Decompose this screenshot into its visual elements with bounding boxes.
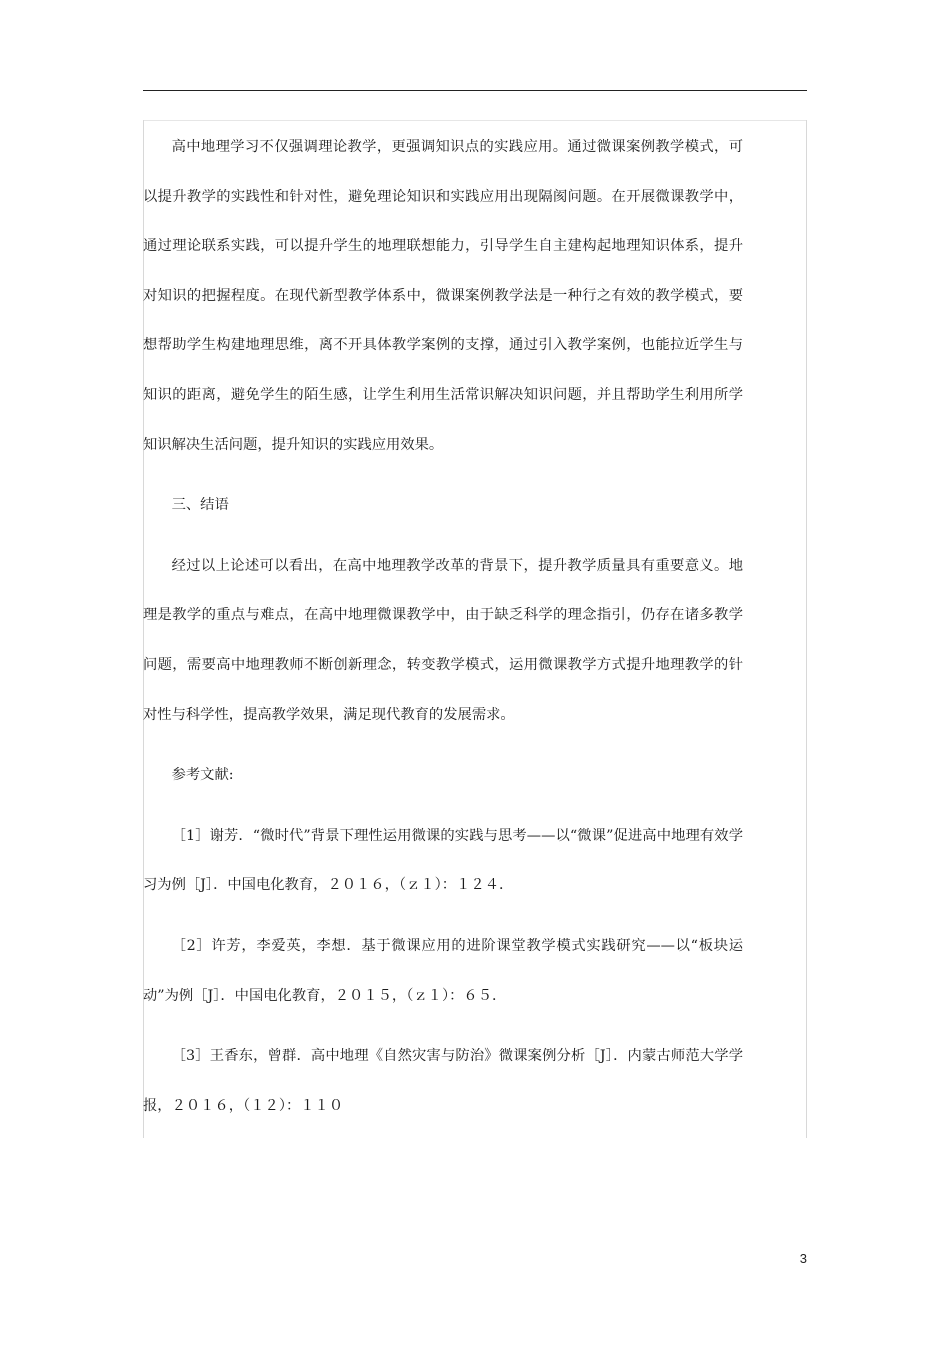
content-frame-top	[143, 120, 806, 121]
body-paragraph: 高中地理学习不仅强调理论教学，更强调知识点的实践应用。通过微课案例教学模式，可以提升教学的实践性和针对性，避免理论知识和实践应用出现隔阂问题。在开展微课教学中，通过理论联系实践，可以提升学生的地理联想能力，引导学生自主建构起地理知识体系，提升对知识的把握程度。在现代新型教学体系中，微课案例教学法是一种行之有效的教学模式，要想帮助学生构建地理思维，离不开具体教学案例的支撑，通过引入教学案例，也能拉近学生与知识的距离，避免学生的陌生感，让学生利用生活常识解决知识问题，并且帮助学生利用所学知识解决生活问题，提升知识的实践应用效果。	[143, 139, 743, 453]
conclusion-paragraph: 经过以上论述可以看出，在高中地理教学改革的背景下，提升教学质量具有重要意义。地理是教学的重点与难点，在高中地理微课教学中，由于缺乏科学的理念指引，仍存在诸多教学问题，需要高中地理教师不断创新理念，转变教学模式，运用微课教学方式提升地理教学的针对性与科学性，提高教学效果，满足现代教育的发展需求。	[143, 557, 743, 723]
section-heading: 三、结语	[171, 497, 229, 514]
page-number: 3	[799, 1251, 807, 1266]
reference-item-3: ［3］王香东，曾群．高中地理《自然灾害与防治》微课案例分析［J］．内蒙古师范大学学报，２０１６，（１２）：１１０	[143, 1048, 743, 1114]
content-frame-right	[806, 120, 807, 1138]
references-heading: 参考文献:	[171, 767, 234, 784]
reference-item-1: ［1］谢芳．“微时代”背景下理性运用微课的实践与思考——以“微课”促进高中地理有效学习为例［J］．中国电化教育，２０１６，（ｚ１）：１２４．	[143, 827, 743, 894]
document-body	[143, 123, 743, 1131]
reference-item-2: ［2］许芳，李爱英，李想．基于微课应用的进阶课堂教学模式实践研究——以“板块运动”为例［J］．中国电化教育，２０１５，（ｚ１）：６５．	[143, 937, 743, 1004]
header-rule	[143, 90, 807, 91]
